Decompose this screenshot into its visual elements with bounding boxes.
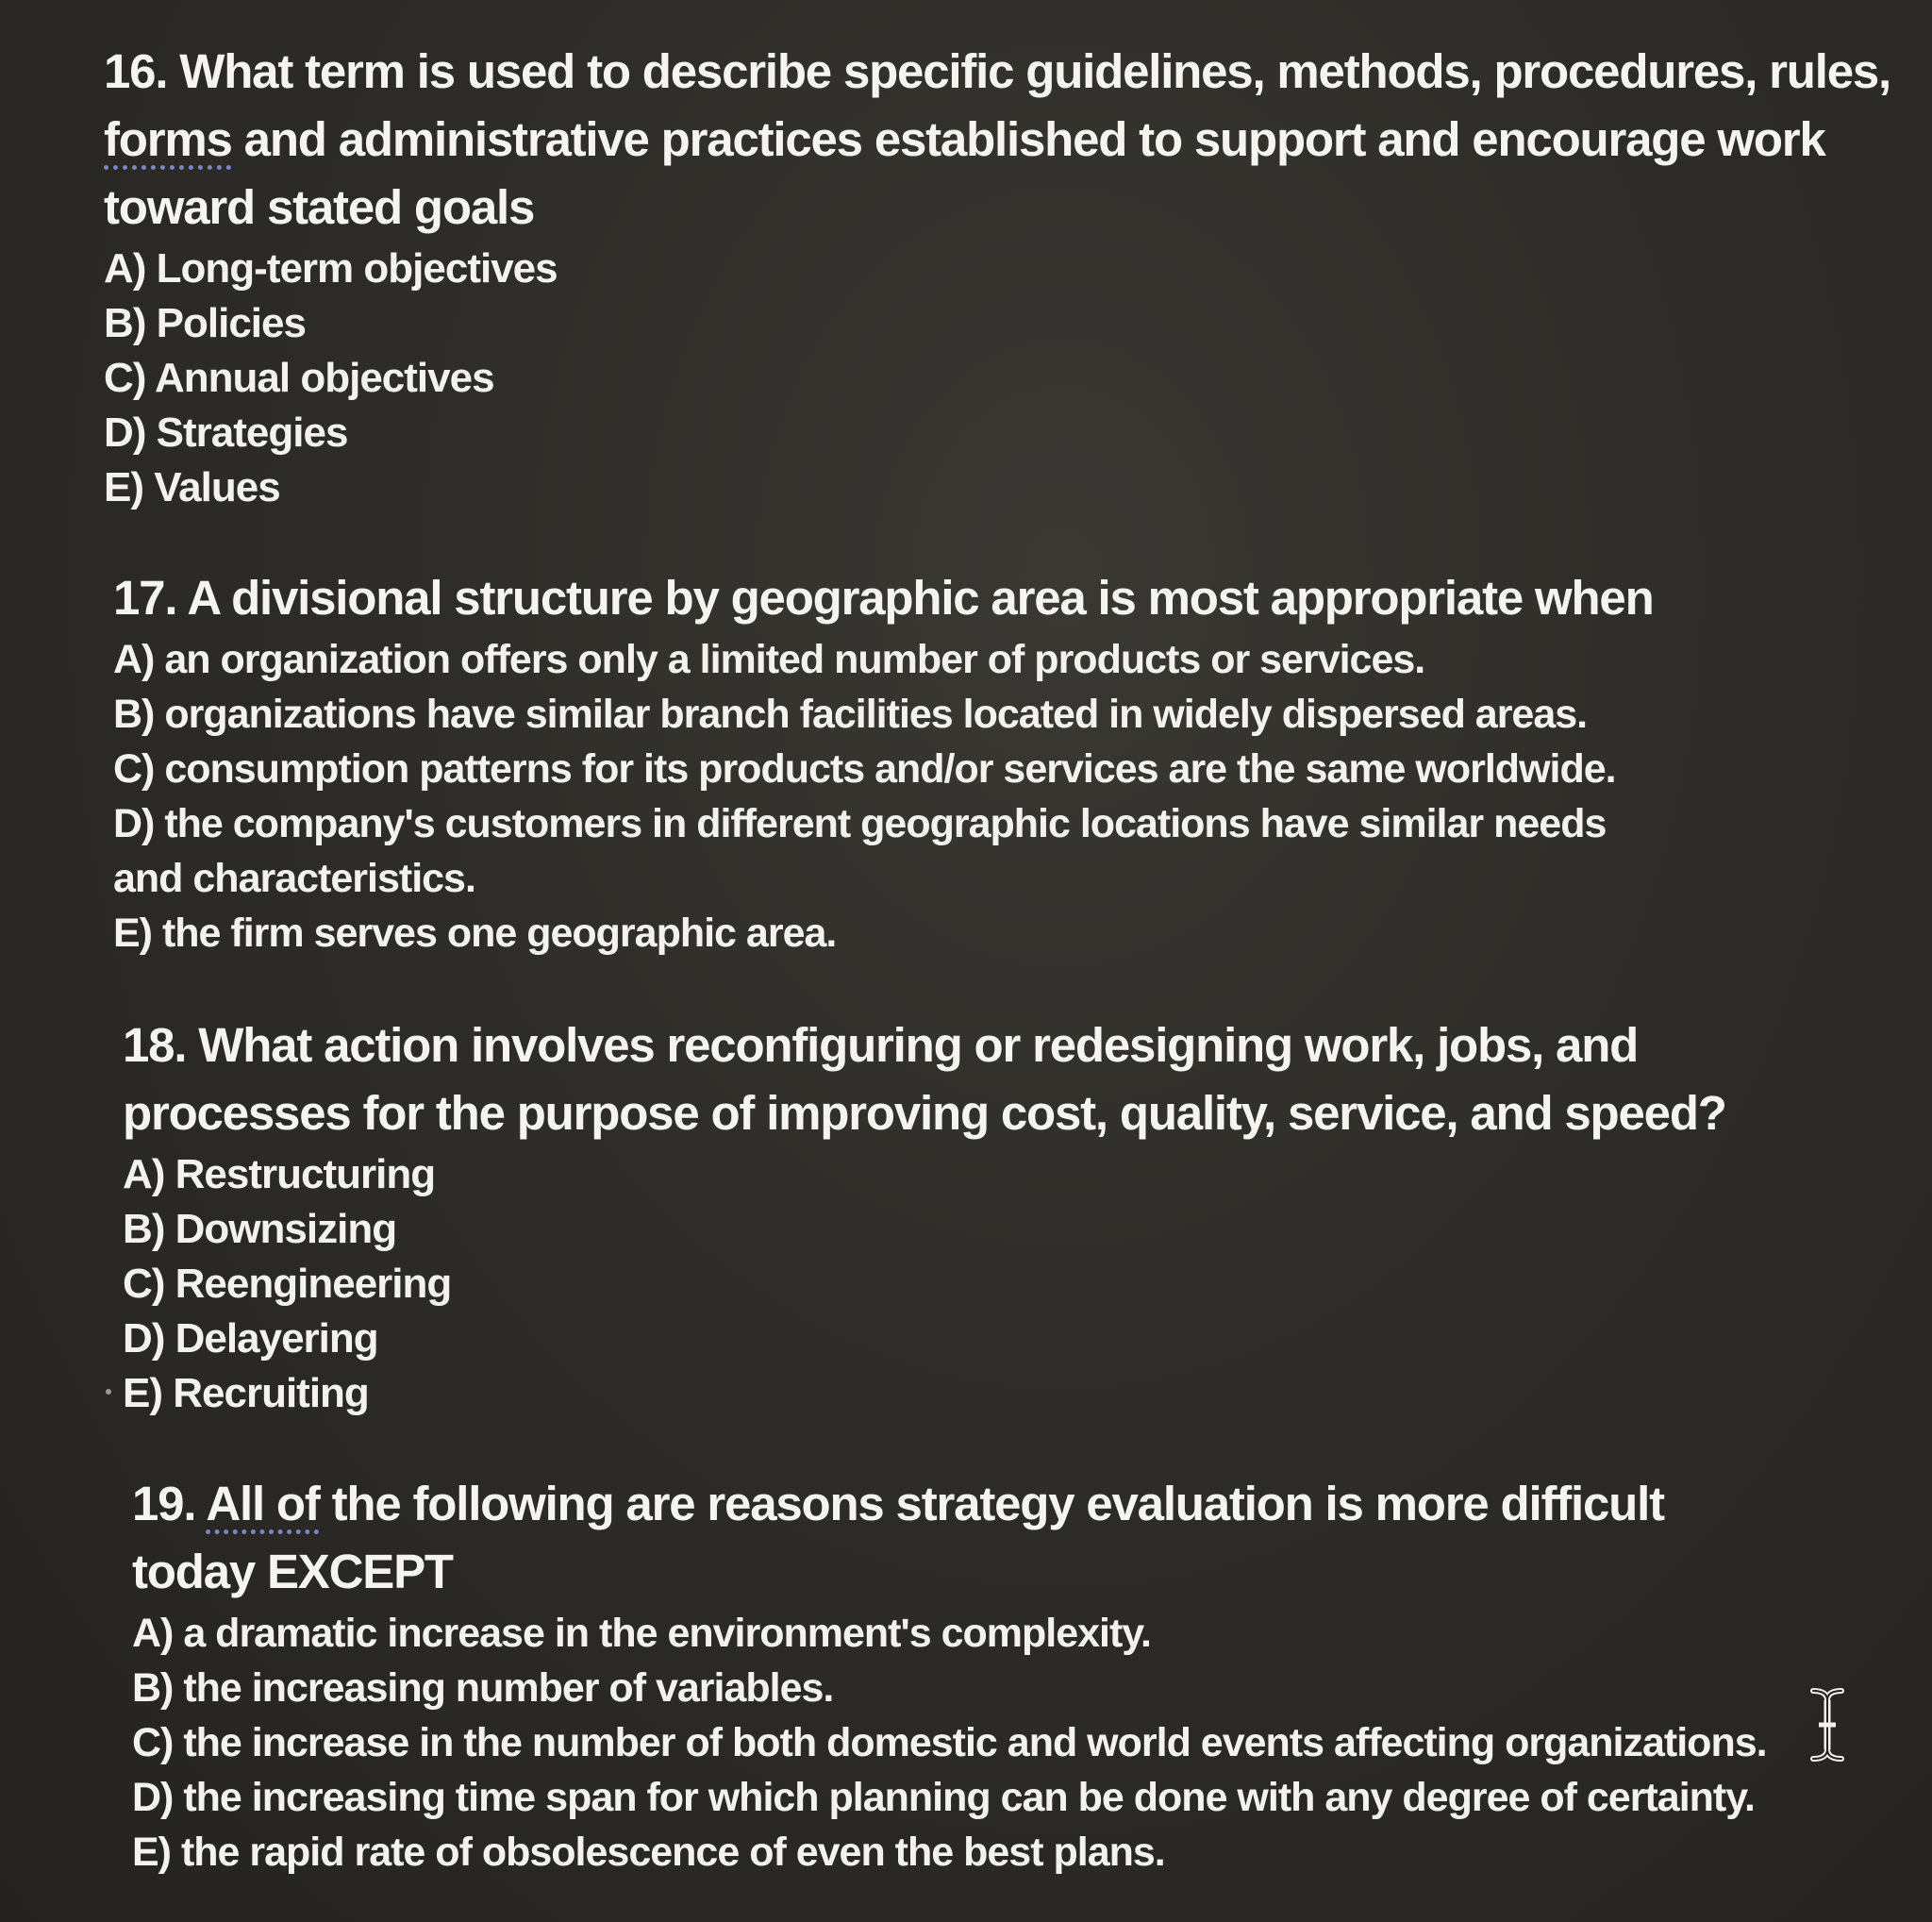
option-16-b: B) Policies (104, 300, 306, 346)
text-cursor-icon (1804, 1687, 1851, 1763)
option-17-b: B) organizations have similar branch facilities located in widely dispersed areas. (113, 692, 1588, 737)
option-18-d: D) Delayering (123, 1315, 378, 1362)
question-16-title-rest: and administrative practices established to support and encourage work toward stated goals (104, 112, 1825, 234)
option-17-e: E) the firm serves one geographic area. (113, 911, 837, 956)
option-17-a: A) an organization offers only a limited number of products or services. (113, 637, 1425, 682)
option-16-c: C) Annual objectives (104, 355, 494, 401)
question-17-title: 17. A divisional structure by geographic area is most appropriate when (113, 571, 1654, 625)
question-18 (123, 1011, 1849, 1421)
question-19-title (132, 1470, 1792, 1606)
question-19-options (132, 1606, 1792, 1880)
question-19-title-rest: the following are reasons strategy evaluation is more difficult today EXCEPT (132, 1477, 1664, 1598)
option-16-d: D) Strategies (104, 409, 348, 456)
question-19 (132, 1470, 1792, 1880)
spellcheck-word-all-of[interactable]: All of (206, 1477, 320, 1530)
option-19-c: C) the increase in the number of both domestic and world events affecting organizations. (132, 1720, 1767, 1765)
option-16-e: E) Values (104, 464, 280, 510)
question-16-title (104, 38, 1896, 242)
question-17-options (113, 632, 1679, 961)
question-19-number: 19. (132, 1477, 207, 1530)
option-19-a: A) a dramatic increase in the environment's complexity. (132, 1611, 1151, 1656)
option-18-e: E) Recruiting (123, 1370, 369, 1416)
option-18-a: A) Restructuring (123, 1151, 436, 1197)
spellcheck-word-forms[interactable]: forms (104, 112, 232, 166)
screen-speck (106, 1389, 111, 1395)
question-18-options (123, 1147, 1849, 1421)
question-17 (113, 564, 1679, 961)
option-17-c: C) consumption patterns for its products and/or services are the same worldwide. (113, 746, 1616, 792)
question-16-options (104, 242, 1896, 515)
option-16-a: A) Long-term objectives (104, 245, 558, 292)
option-19-b: B) the increasing number of variables. (132, 1665, 834, 1711)
question-16 (104, 38, 1896, 515)
question-16-title-line1: 16. What term is used to describe specific guidelines, methods, procedures, rules, (104, 44, 1891, 98)
option-18-c: C) Reengineering (123, 1261, 452, 1307)
option-18-b: B) Downsizing (123, 1206, 397, 1252)
question-18-title: 18. What action involves reconfiguring or redesigning work, jobs, and processes for the purpose of improving cost, quality, service, and speed? (123, 1018, 1726, 1140)
option-19-d: D) the increasing time span for which planning can be done with any degree of certainty. (132, 1775, 1755, 1820)
option-19-e: E) the rapid rate of obsolescence of even the best plans. (132, 1830, 1165, 1875)
option-17-d: D) the company's customers in different geographic locations have similar needs and characteristics. (113, 801, 1607, 901)
